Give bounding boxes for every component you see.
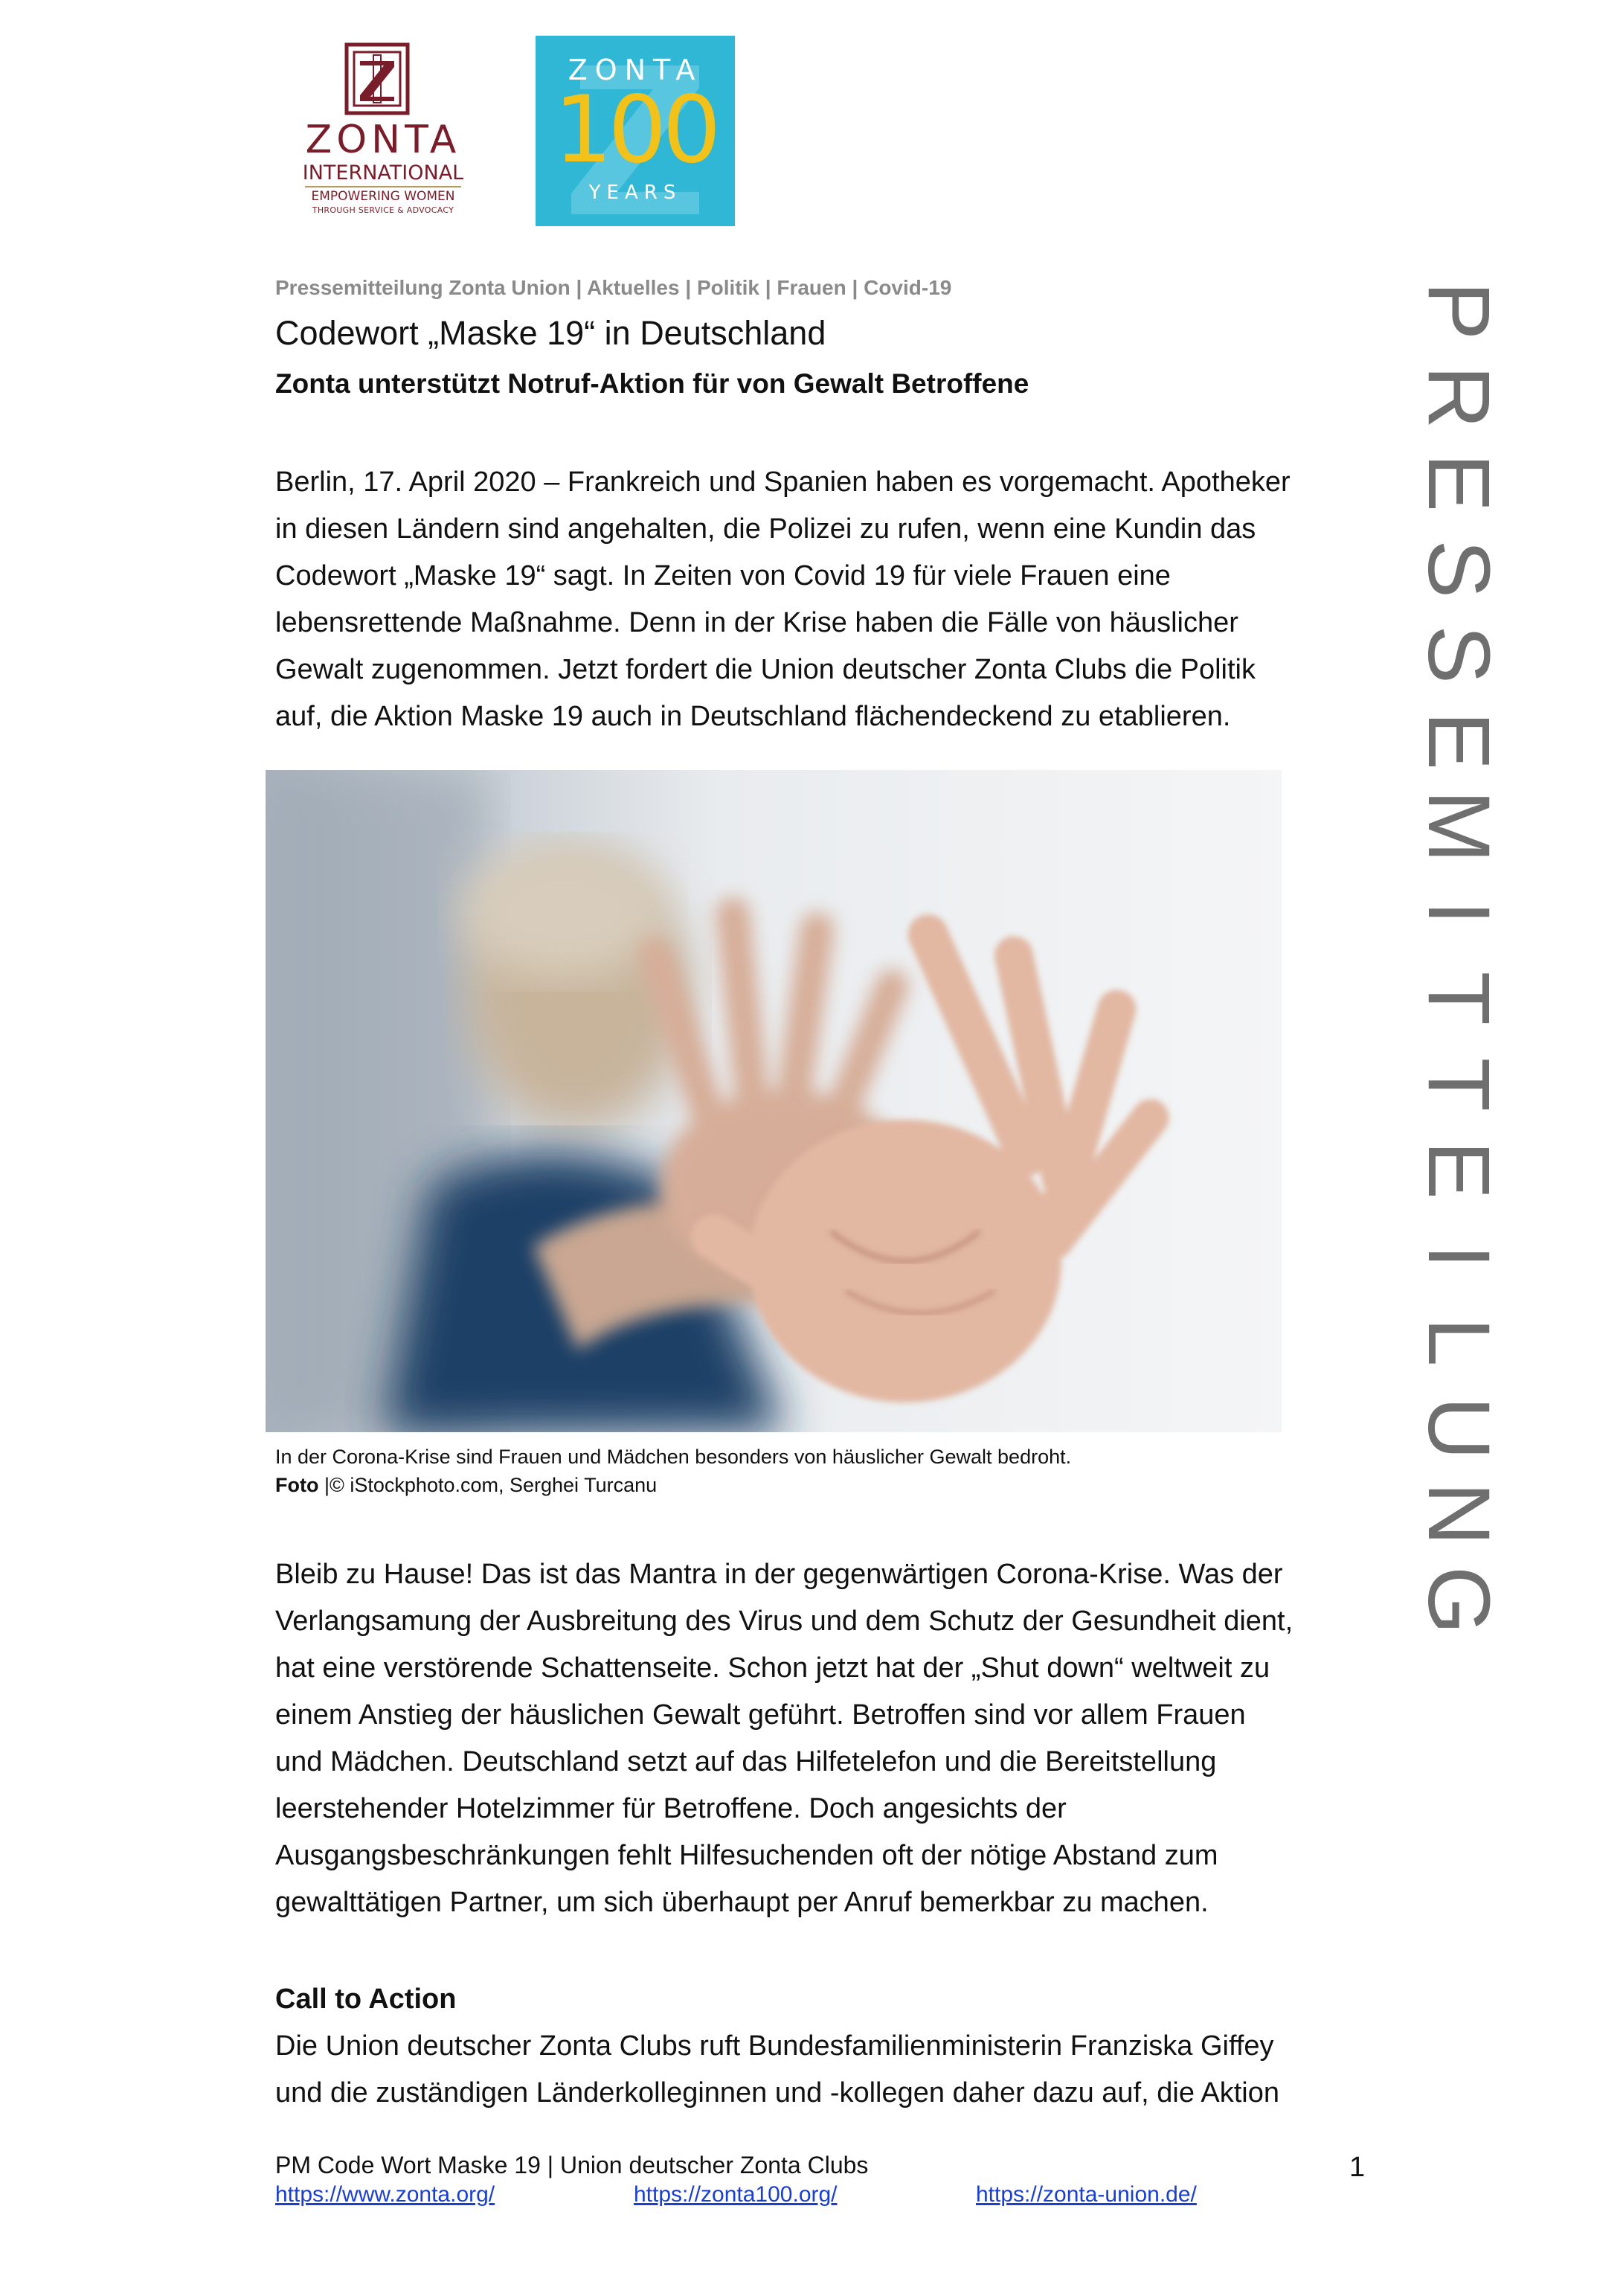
zonta-100-number: 100	[553, 77, 717, 184]
vertical-letter: T	[1409, 1057, 1508, 1112]
text-line: gewalttätigen Partner, um sich überhaupt per Anruf bemerkbar zu machen.	[275, 1887, 1209, 1918]
vertical-letter: R	[1409, 365, 1508, 429]
page-title: Codewort „Maske 19“ in Deutschland	[275, 314, 826, 352]
intro-paragraph	[275, 459, 1376, 740]
vertical-letter: E	[1409, 711, 1508, 770]
vertical-letter: I	[1409, 1243, 1508, 1269]
vertical-letter: S	[1409, 625, 1508, 684]
text-line: lebensrettende Maßnahme. Denn in der Krise haben die Fälle von häuslicher	[275, 607, 1238, 638]
page-number: 1	[1349, 2152, 1366, 2183]
text-line: auf, die Aktion Maske 19 auch in Deutschland flächendeckend zu etablieren.	[275, 701, 1231, 732]
vertical-letter: M	[1409, 789, 1508, 863]
zi-name: ZONTA	[305, 118, 461, 162]
text-line: Ausgangsbeschränkungen fehlt Hilfesuchenden oft der nötige Abstand zum	[275, 1840, 1218, 1871]
article-photo	[266, 770, 1282, 1432]
vertical-letter: E	[1409, 1141, 1508, 1200]
zi-tagline-small: THROUGH SERVICE & ADVOCACY	[312, 205, 454, 215]
vertical-letter: E	[1409, 453, 1508, 513]
vertical-letter: L	[1409, 1317, 1508, 1367]
photo-credit-text: |© iStockphoto.com, Serghei Turcanu	[318, 1474, 658, 1496]
vertical-letter: T	[1409, 971, 1508, 1025]
vertical-letter: I	[1409, 900, 1508, 925]
vertical-title	[1409, 268, 1508, 1643]
photo-credit	[275, 1472, 1376, 1498]
text-line: Gewalt zugenommen. Jetzt fordert die Union deutscher Zonta Clubs die Politik	[275, 654, 1256, 685]
text-line: Die Union deutscher Zonta Clubs ruft Bundesfamilienministerin Franziska Giffey	[275, 2030, 1274, 2062]
zonta-100-top: ZONTA	[568, 54, 703, 86]
text-line: Berlin, 17. April 2020 – Frankreich und Spanien haben es vorgemacht. Apotheker	[275, 466, 1291, 498]
text-line: und die zuständigen Länderkolleginnen und -kollegen daher dazu auf, die Aktion	[275, 2077, 1280, 2109]
text-line: leerstehender Hotelzimmer für Betroffene. Doch angesichts der	[275, 1793, 1067, 1824]
zonta-100-years: YEARS	[588, 182, 682, 204]
zonta-international-logo	[275, 36, 491, 229]
raised-hands-photo	[266, 770, 1282, 1432]
zi-divider	[305, 186, 461, 187]
text-line: hat eine verstörende Schattenseite. Schon jetzt hat der „Shut down“ weltweit zu	[275, 1652, 1270, 1684]
category-line: Pressemitteilung Zonta Union | Aktuelles | Politik | Frauen | Covid-19	[275, 276, 952, 299]
subheadline: Zonta unterstützt Notruf-Aktion für von Gewalt Betroffene	[275, 368, 1029, 399]
footer-text: PM Code Wort Maske 19 | Union deutscher Zonta Clubs	[275, 2152, 869, 2178]
zonta-emblem-icon	[344, 42, 411, 116]
footer-link-zonta-union[interactable]: https://zonta-union.de/	[976, 2182, 1197, 2207]
text-line: und Mädchen. Deutschland setzt auf das Hilfetelefon und die Bereitstellung	[275, 1746, 1217, 1777]
text-line: in diesen Ländern sind angehalten, die Polizei zu rufen, wenn eine Kundin das	[275, 513, 1256, 545]
photo-caption: In der Corona-Krise sind Frauen und Mädchen besonders von häuslicher Gewalt bedroht.	[275, 1446, 1072, 1468]
zonta-100-years-logo	[536, 36, 735, 226]
zi-tagline: EMPOWERING WOMEN	[311, 189, 455, 204]
vertical-letter: U	[1409, 1396, 1508, 1460]
text-line: einem Anstieg der häuslichen Gewalt geführt. Betroffen sind vor allem Frauen	[275, 1699, 1246, 1731]
footer-link-zonta-org[interactable]: https://www.zonta.org/	[275, 2182, 495, 2207]
text-line: Codewort „Maske 19“ sagt. In Zeiten von Covid 19 für viele Frauen eine	[275, 560, 1171, 591]
footer-link-zonta100[interactable]: https://zonta100.org/	[634, 2182, 838, 2207]
cta-paragraph	[275, 2023, 1376, 2117]
photo-credit-label: Foto	[275, 1474, 319, 1496]
vertical-letter: P	[1409, 281, 1508, 341]
vertical-letter: N	[1409, 1482, 1508, 1546]
zi-international: INTERNATIONAL	[302, 161, 464, 185]
body-paragraph	[275, 1551, 1376, 1926]
text-line: Verlangsamung der Ausbreitung des Virus und dem Schutz der Gesundheit dient,	[275, 1606, 1293, 1637]
vertical-letter: G	[1409, 1565, 1508, 1635]
cta-heading: Call to Action	[275, 1984, 457, 2015]
text-line: Bleib zu Hause! Das ist das Mantra in der gegenwärtigen Corona-Krise. Was der	[275, 1559, 1283, 1590]
vertical-letter: S	[1409, 539, 1508, 598]
